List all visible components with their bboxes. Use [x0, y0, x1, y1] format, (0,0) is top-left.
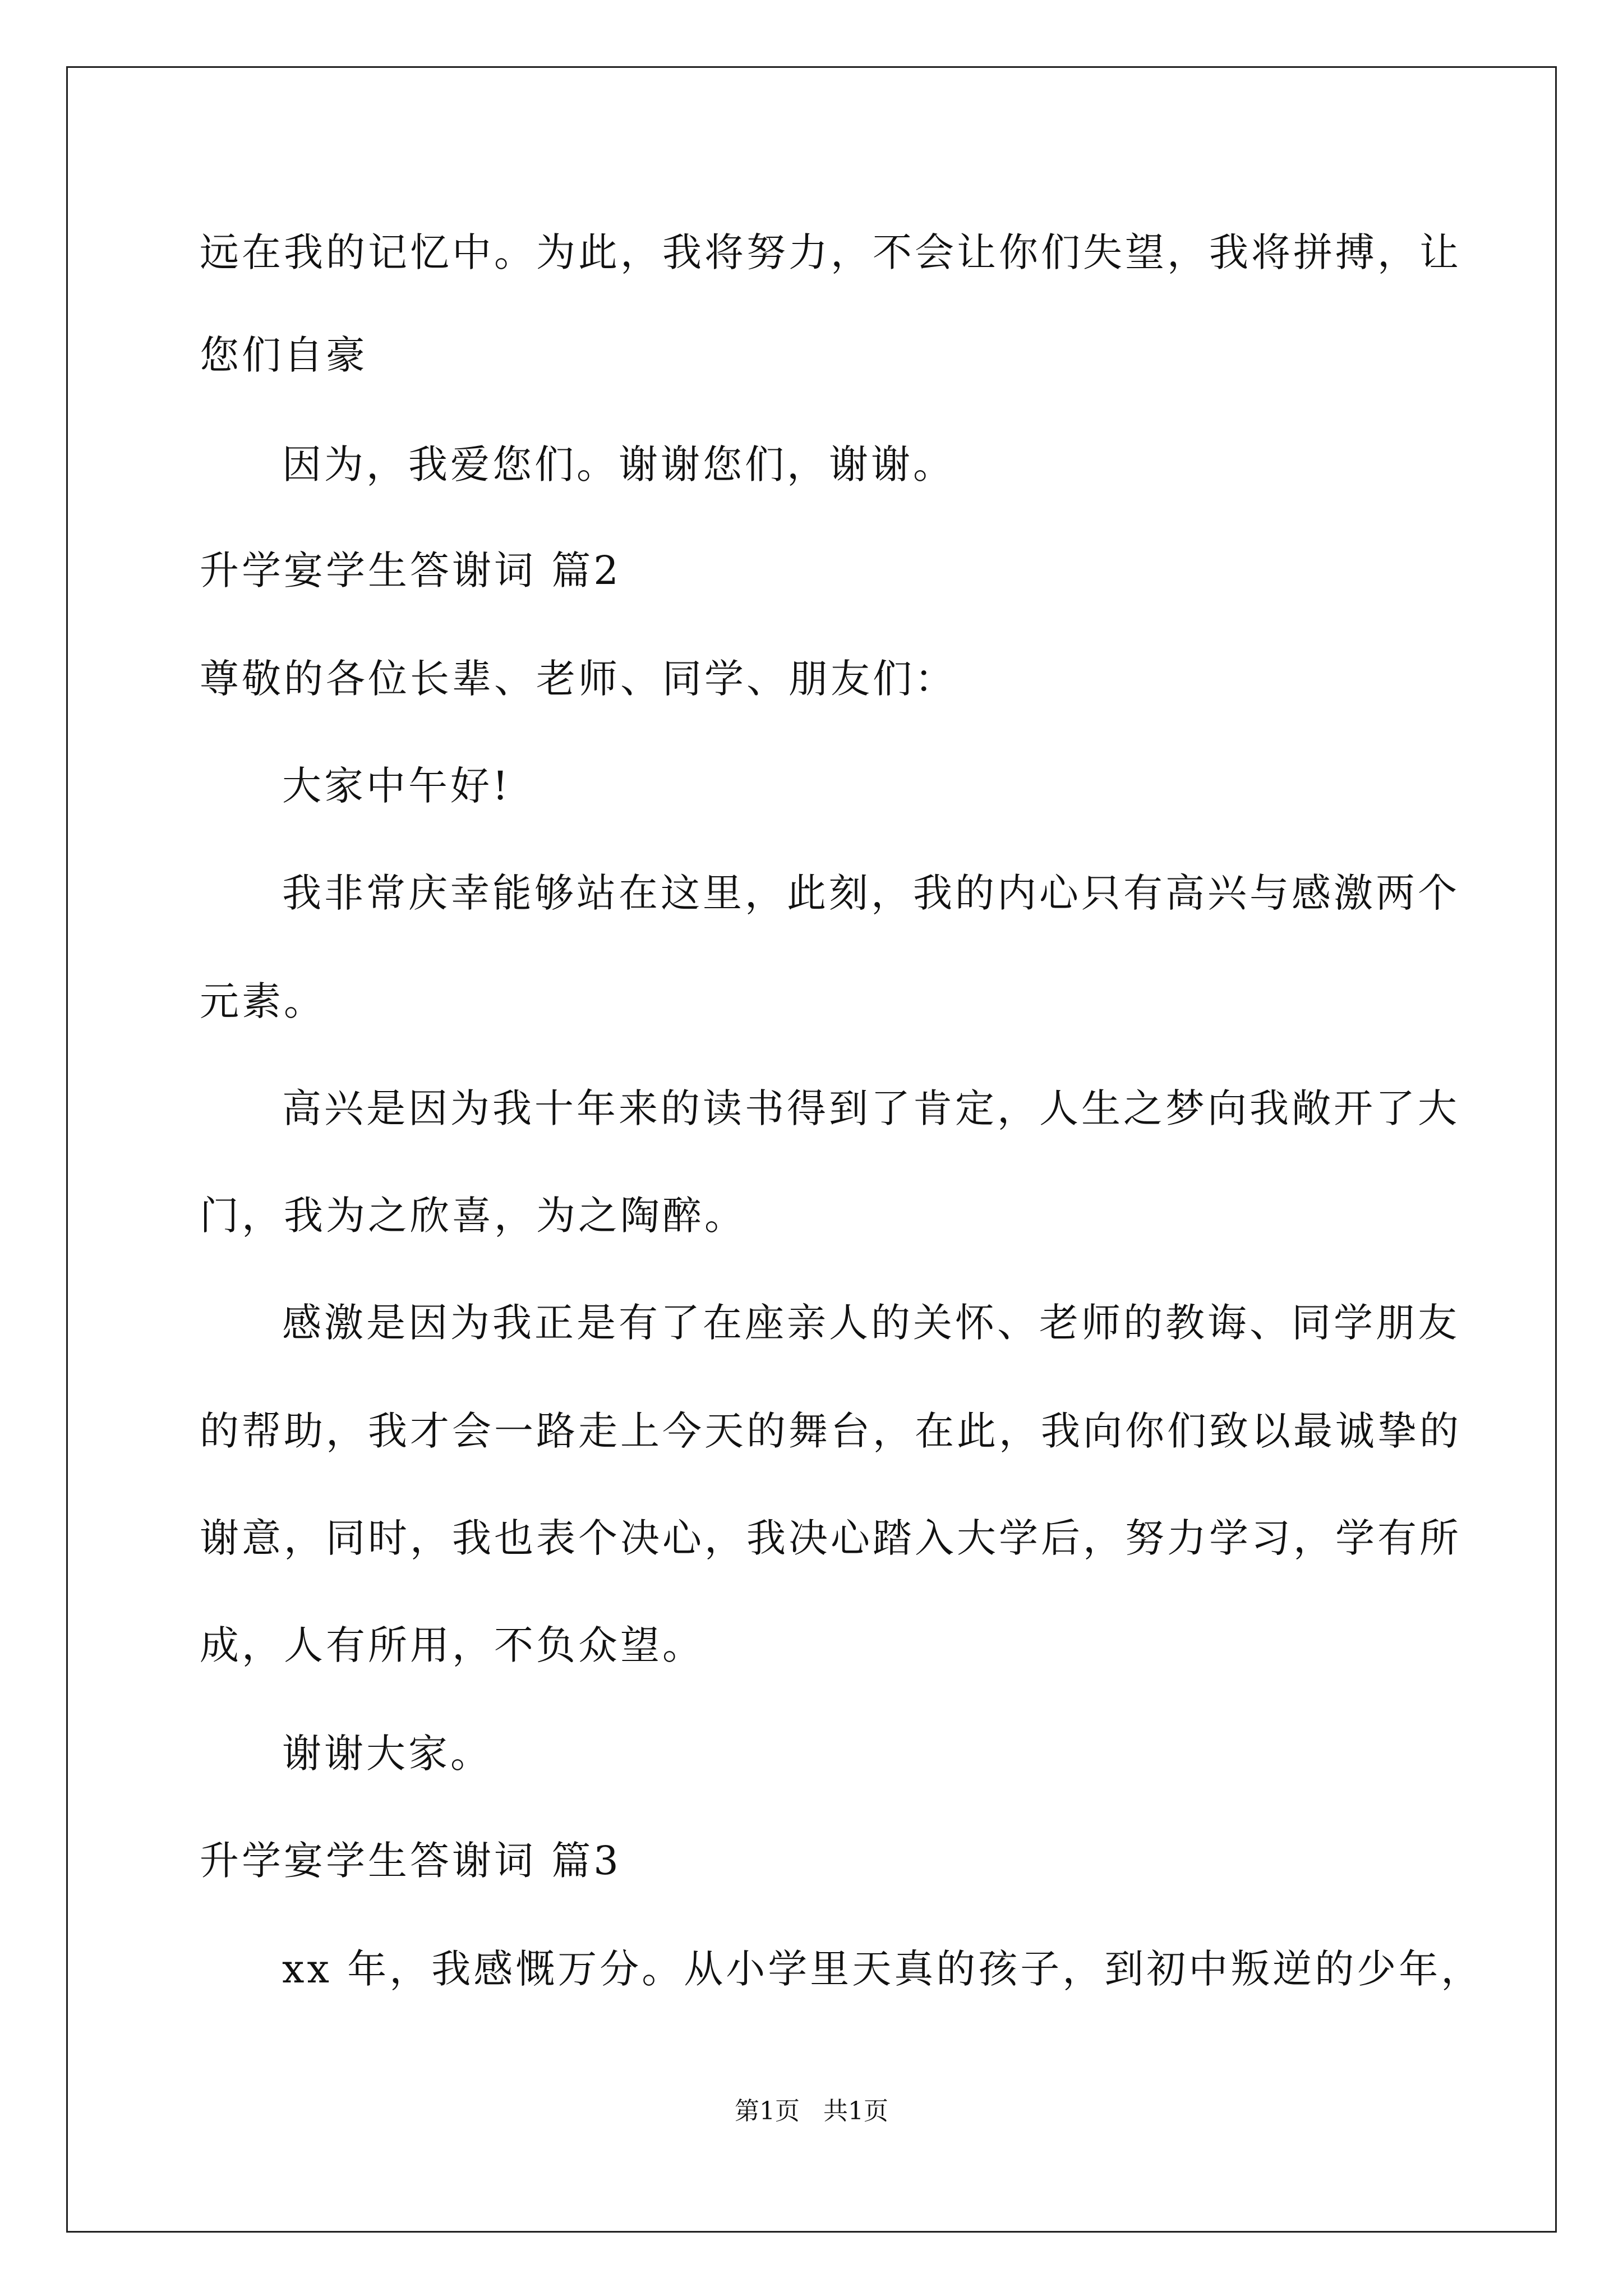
paragraph-line: 因为，我爱您们。谢谢您们，谢谢。: [282, 441, 955, 487]
paragraph-line: 成，人有所用，不负众望。: [200, 1622, 704, 1668]
paragraph-line: 感激是因为我正是有了在座亲人的关怀、老师的教诲、同学朋友: [282, 1300, 1460, 1346]
page-footer: 第1页 共1页: [735, 2097, 888, 2125]
paragraph-line: 大家中午好!: [282, 763, 511, 809]
salutation: 尊敬的各位长辈、老师、同学、朋友们：: [200, 656, 957, 702]
paragraph-line: 谢谢大家。: [282, 1731, 492, 1777]
paragraph-line: 远在我的记忆中。为此，我将努力，不会让你们失望，我将拼搏，让: [200, 229, 1461, 275]
page-frame: [66, 66, 1557, 2233]
paragraph-line: 的帮助，我才会一路走上今天的舞台，在此，我向你们致以最诚挚的: [200, 1408, 1461, 1454]
paragraph-line: 谢意，同时，我也表个决心，我决心踏入大学后，努力学习，学有所: [200, 1515, 1461, 1561]
section-heading: 升学宴学生答谢词 篇3: [200, 1838, 621, 1884]
paragraph-line: 高兴是因为我十年来的读书得到了肯定，人生之梦向我敞开了大: [282, 1085, 1460, 1131]
paragraph-line: xx 年，我感慨万分。从小学里天真的孩子，到初中叛逆的少年，: [282, 1946, 1483, 1992]
section-heading: 升学宴学生答谢词 篇2: [200, 547, 621, 593]
paragraph-line: 我非常庆幸能够站在这里，此刻，我的内心只有高兴与感激两个: [282, 870, 1460, 916]
paragraph-line: 门，我为之欣喜，为之陶醉。: [200, 1193, 746, 1239]
paragraph-line: 您们自豪: [200, 332, 368, 378]
paragraph-line: 元素。: [200, 978, 326, 1024]
